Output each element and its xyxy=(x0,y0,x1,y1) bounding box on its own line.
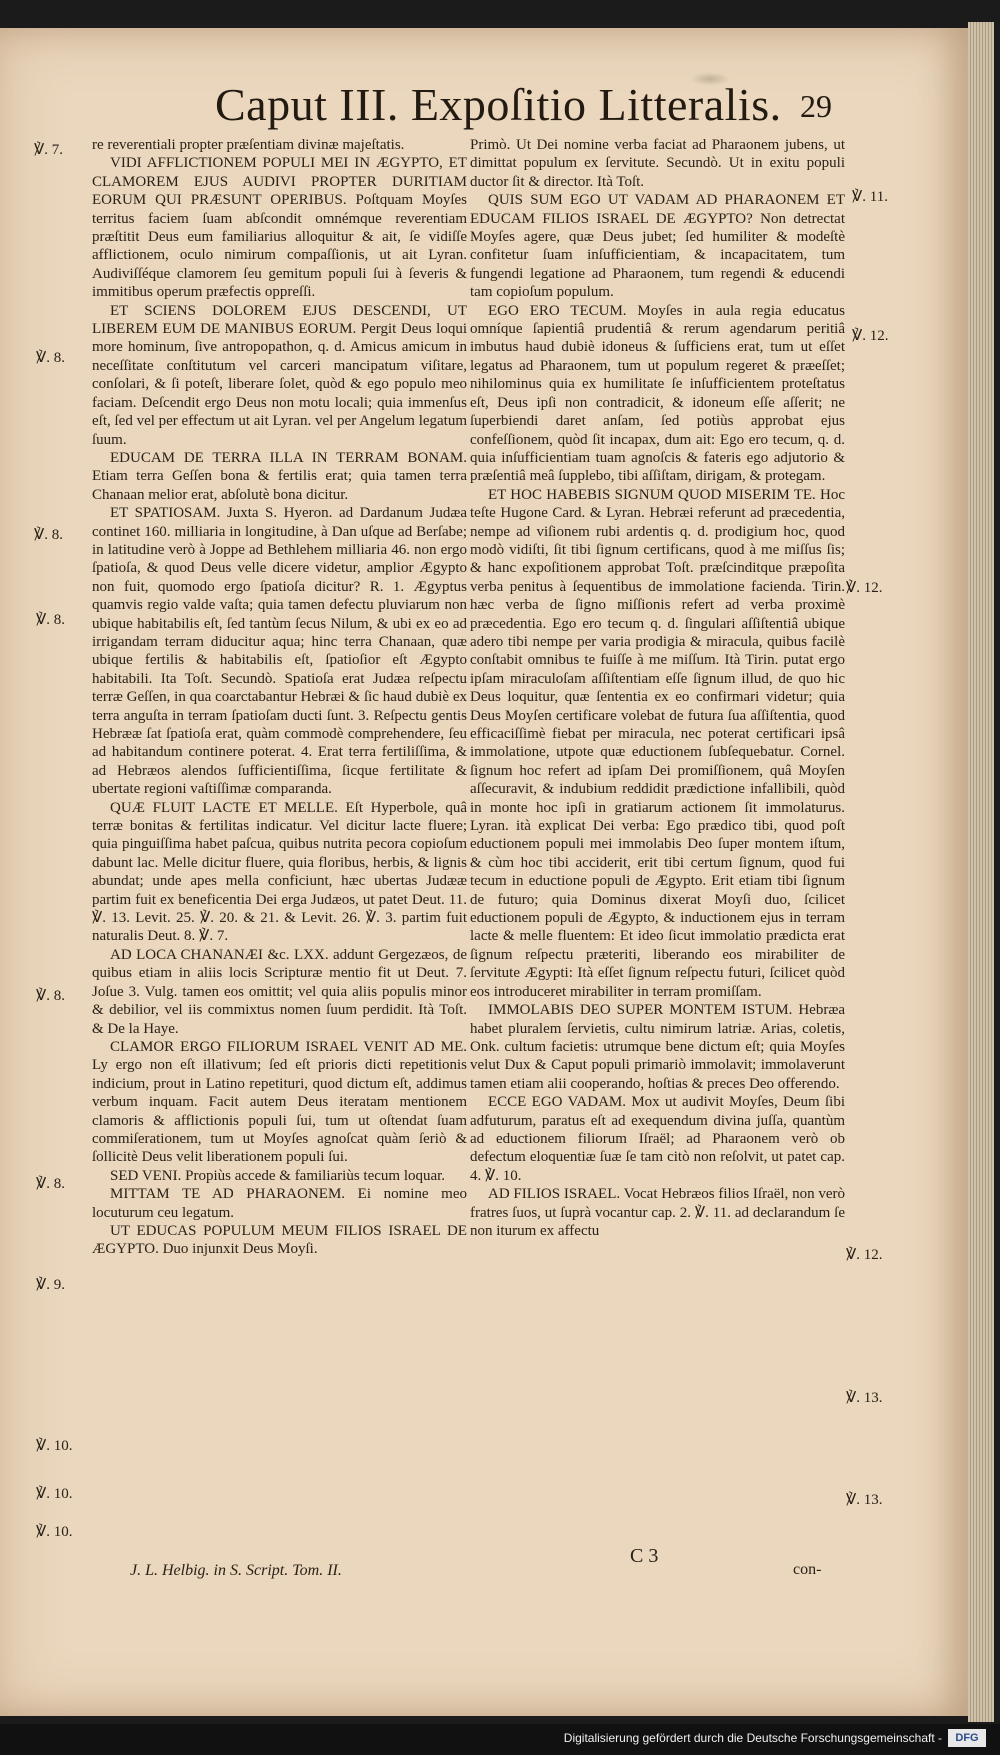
right-column xyxy=(470,136,845,1240)
page-number: 29 xyxy=(800,88,832,124)
margin-verse: ℣. 8. xyxy=(36,612,66,628)
paragraph: QUIS SUM EGO UT VADAM AD PHARAONEM ET EDUCAM FILIOS ISRAEL DE ÆGYPTO? Non detrectat Moyſes agere, quæ Deus jubet; ſed humiliter & modeſtè confitetur ſuam inſufficientiam, & incapacitatem, tum fungendi legatione ad Pharaonem, tum regendi & educendi tam copioſum populum. xyxy=(470,192,845,301)
signature-mark: C 3 xyxy=(630,1545,659,1567)
left-column xyxy=(92,136,467,1259)
margin-verse: ℣. 10. xyxy=(36,1524,73,1540)
paragraph: VIDI AFFLICTIONEM POPULI MEI IN ÆGYPTO, ET CLAMOREM EJUS AUDIVI PROPTER DURITIAM EORUM QUI PRÆSUNT OPERIBUS. Poſtquam Moyſes territus faciem ſuam abſcondit omnémque reverentiam præſtitit Deus eum familiarius alloquitur & ait, ſe vidiſſe afflictionem, oculo nimirum compaſſionis, ut ait Lyran. Audiviſſéque clamorem ſeu gemitum populi ſui à ſeveris & immitibus operum præfectis oppreſſi. xyxy=(92,155,467,301)
margin-verse: ℣. 8. xyxy=(36,1176,66,1192)
paragraph: UT EDUCAS POPULUM MEUM FILIOS ISRAEL DE ÆGYPTO. Duo injunxit Deus Moyſi. xyxy=(92,1222,467,1258)
margin-verse: ℣. 12. xyxy=(846,1247,883,1263)
margin-verse: ℣. 12. xyxy=(852,328,889,344)
paragraph: CLAMOR ERGO FILIORUM ISRAEL VENIT AD ME. Ly ergo non eſt illativum; ſed eſt prioris dicti repetitionis indicium, prout in Latino repetituri, quod dictum eſt, addimus verbum inquam. Facit autem Deus iteratam mentionem clamoris & afflictionis populi ſui, tum ut oſtendat ſuam commiſerationem, tum ut Moyſes agnoſcat quàm ſeriò & ſollicitè Deus velit liberationem populi ſui. xyxy=(92,1038,467,1166)
paragraph: IMMOLABIS DEO SUPER MONTEM ISTUM. Hebræa habet pluralem ſervietis, cultu nimirum latriæ. Arias, coletis, Onk. cultum facietis: utrumque bene dictum eſt; quia Moyſes velut Dux & Caput populi primariò immolavit; immolaverunt tamen etiam alii cooperando, hoſtias & preces Deo offerendo. xyxy=(470,1002,845,1092)
paragraph: EDUCAM DE TERRA ILLA IN TERRAM BONAM. Etiam terra Geſſen bona & fertilis erat; quia tamen terra Chanaan melior erat, abſolutè bona dicitur. xyxy=(92,449,467,503)
bibliographic-footer: J. L. Helbig. in S. Script. Tom. II. xyxy=(130,1562,342,1579)
margin-verse: ℣. 13. xyxy=(846,1492,883,1508)
catchword: con- xyxy=(793,1561,822,1578)
margin-verse: ℣. 9. xyxy=(36,1277,66,1293)
digitization-note: Digitalisierung gefördert durch die Deutsche Forschungsgemeinschaft - xyxy=(563,1731,942,1745)
margin-verse: ℣. 8. xyxy=(34,527,64,543)
margin-verse: ℣. 13. xyxy=(846,1390,883,1406)
margin-verse: ℣. 8. xyxy=(36,988,66,1004)
paragraph: ECCE EGO VADAM. Mox ut audivit Moyſes, Deum ſibi adfuturum, paratus eſt ad exequendum divina juſſa, quantùm ad eductionem filiorum Iſraël; ad Pharaonem verò ob defectum eloquentiæ ſuæ ſe tam citò non reſolvit, ut patet cap. 4. ℣. 10. xyxy=(470,1094,845,1184)
paragraph: EGO ERO TECUM. Moyſes in aula regia educatus omníque ſapientiâ prudentiâ & rerum agendarum peritiâ imbutus haud dubiè idoneus & ſufficiens erat, tum ut eſſet legatus ad Pharaonem, tum ut populum regeret & præeſſet; nihilominus quia ex humilitate ſe inſufficientem proteſtatus eſt, Deus ipſi non contradicit, & idoneum eſſe aſſerit; ne ſuperbiendi daret anſam, ſed potiùs approbat ejus confeſſionem, quòd ſit incapax, dum ait: Ego ero tecum, q. d. quia inſufficientiam tuam agnoſcis & fateris ego adjutorio & præſentiâ meâ ſupplebo, tibi aſſiſtam, dirigam, & protegam. xyxy=(470,302,845,485)
paragraph: Primò. Ut Dei nomine verba faciat ad Pharaonem jubens, ut dimittat populum ex ſervitute. Secundò. Ut in exitu populi ductor ſit & director. Ità Toſt. xyxy=(470,137,845,190)
margin-verse: ℣. 10. xyxy=(36,1438,73,1454)
paragraph: AD LOCA CHANANÆI &c. LXX. addunt Gergezæos, de quibus etiam in aliis locis Scripturæ mentio fit ut Deut. 7. Joſue 3. Vulg. tamen eos omittit; vel quia aliis populis minor & debilior, vel iis commixtus nomen ſuum perdidit. Ità Toſt. & De la Haye. xyxy=(92,946,467,1037)
dfg-logo: DFG xyxy=(948,1729,986,1747)
margin-verse: ℣. 7. xyxy=(34,142,64,158)
digitization-footer xyxy=(0,1724,1000,1755)
paragraph: MITTAM TE AD PHARAONEM. Ei nomine meo locuturum ceu legatum. xyxy=(92,1186,467,1221)
paragraph: QUÆ FLUIT LACTE ET MELLE. Eſt Hyperbole, quâ terræ bonitas & fertilitas indicatur. Vel dicitur lacte fluere; quia pinguiſſima habet paſcua, quibus nutrita pecora copioſum dabunt lac. Melle dicitur fluere, quia floribus, herbis, & lignis abundat; unde apes mella conficiunt, hæc ubertas Judææ partim fuit ex beneficentia Dei erga Judæos, ut patet Deut. 11. ℣. 13. Levit. 25. ℣. 20. & 21. & Levit. 26. ℣. 3. partim fuit naturalis Deut. 8. ℣. 7. xyxy=(92,799,467,945)
running-head: Caput III. Expoſitio Litteralis. xyxy=(215,79,782,130)
page-edge xyxy=(968,22,994,1722)
margin-verse: ℣. 10. xyxy=(36,1486,73,1502)
paragraph: SED VENI. Propiùs accede & familiariùs tecum loquar. xyxy=(110,1167,446,1184)
paragraph: ET SPATIOSAM. Juxta S. Hyeron. ad Dardanum Judæa continet 160. milliaria in longitudine, à Dan uſque ad Berſabe; in latitudine verò à Joppe ad Bethlehem milliaria 46. non ergo ſpatioſa, & quod Deus velle dicere videtur, amplior Ægypto non fuit, quomodo ergo ſpatioſa dicitur? R. 1. Ægyptus quamvis regio valde vaſta; quia tamen defectu pluviarum non ubique habitabilis eſt, ſed tantùm ſecus Nilum, & ubi ex eo ad irrigandam terram diducitur aqua; hinc terra Chanaan, quæ ubique fertilis & habitabilis eſt, ſpatioſior eſt Ægypto habitabili. Ita Toſt. Secundò. Spatioſa erat Judæa reſpectu terræ Geſſen, in qua coarctabantur Hebræi & ſic haud dubiè ex terra anguſta in terram ſpatioſam ducti ſunt. 3. Reſpectu gentis Hebrææ ſat ſpatioſa erat, quàm commodè comprehendere, ſeu ad habitandum continere poterat. 4. Erat terra fertiliſſima, & ad Hebræos alendos ſufficientiſſima, ſicque fertilitate & ubertate regioni vaſtiſſimæ comparanda. xyxy=(92,505,467,798)
paragraph: AD FILIOS ISRAEL. Vocat Hebræos filios Iſraël, non verò fratres ſuos, ut ſuprà vocantur cap. 2. ℣. 11. ad declarandum ſe non iturum ex affectu xyxy=(470,1186,845,1239)
paragraph: ET HOC HABEBIS SIGNUM QUOD MISERIM TE. Hoc teſte Hugone Card. & Lyran. Hebræi referunt ad præcedentia, nempe ad viſionem rubi ardentis q. d. prodigium hoc, quod modò vidiſti, ſit tibi ſignum certificans, quod à me miſſus ſis; & hanc expoſitionem approbat Toſt. præſcinditque præpoſita verba penitus à ſequentibus de immolatione facienda. Tirin. hæc verba de ſigno miſſionis refert ad verba proximè præcedentia. Ego ero tecum q. d. ſingulari aſſiſtentiâ ubique adero tibi nempe per varia prodigia & miracula, quibus facilè conſtabit omnibus te fuiſſe à me miſſum. Ità Tirin. putat ergo ipſam miraculoſam aſſiſtentiam eſſe ſignum illud, de quo hic Deus loquitur, quæ ſententia ex eo confirmari videtur; quia Deus Moyſen certificare volebat de futura ſua aſſiſtentia, quod efficaciſſimè fiebat per miracula, nec poterat certificari ipsâ immolatione, utpote quæ eductionem ſubſequebatur. Cornel. ſignum hoc refert ad ipſam Dei promiſſionem, quâ Moyſen aſſecuravit, & indubium reddidit prædictione infallibili, quòd in monte hoc ipſi in gratiarum actionem ſit immolaturus. Lyran. ità explicat Dei verba: Ego prædico tibi, quod poſt eductionem populi mei immolabis Deo ſuper montem iſtum, & cùm hoc tibi acciderit, erit tibi certum ſignum, quod fui tecum in eductione populi de Ægypto. Erit etiam tibi ſignum de futuro; quia Dominus dixerat Moyſi duo, ſcilicet eductionem populi de Ægypto, & inductionem ejus in terram lacte & melle fluentem: Et ideo ſicut immolatio prædicta erat ſignum reſpectu præteriti, liberando eos mirabiliter de ſervitute Ægypti: Ità eſſet ſignum reſpectu futuri, ſcilicet quòd eos introduceret mirabiliter in terram promiſſam. xyxy=(470,486,845,1000)
paragraph: ET SCIENS DOLOREM EJUS DESCENDI, UT LIBEREM EUM DE MANIBUS EORUM. Pergit Deus loqui more hominum, ſive antropopathon, q. d. Amicus amicum in neceſſitate conſtitutum vel carceri mancipatum viſitare, conſolari, & ſi poteſt, liberare ſolet, quòd & ego populo meo faciam. Deſcendit ergo Deus non motu locali; quia immenſus eſt, ſed vel per effectum ut ait Lyran. vel per Angelum legatum ſuum. xyxy=(92,302,468,448)
margin-verse: ℣. 12. xyxy=(846,580,883,596)
margin-verse: ℣. 8. xyxy=(36,350,66,366)
paragraph: re reverentiali propter præſentiam divinæ majeſtatis. xyxy=(92,137,405,153)
margin-verse: ℣. 11. xyxy=(852,189,888,205)
